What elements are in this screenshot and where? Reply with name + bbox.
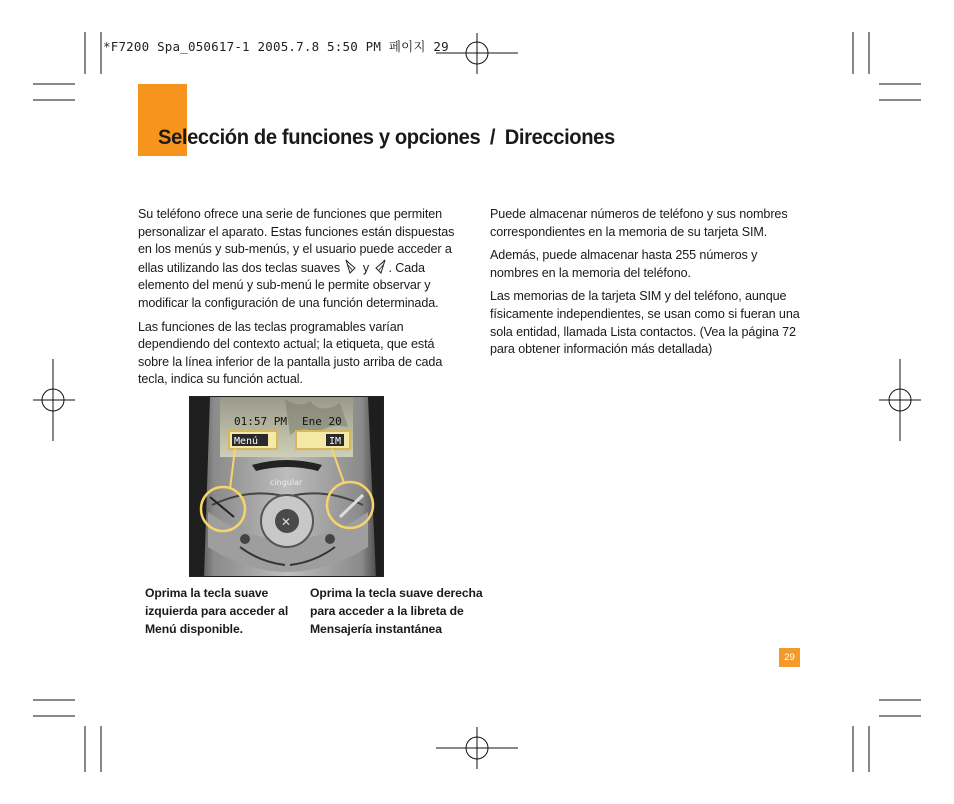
registration-mark-icon bbox=[436, 727, 518, 769]
right-paragraph-2: Además, puede almacenar hasta 255 números y nombres en la memoria del teléfono. bbox=[490, 248, 758, 280]
svg-text:✕: ✕ bbox=[281, 515, 292, 529]
left-column bbox=[138, 206, 456, 395]
soft-label-right: IM bbox=[329, 436, 342, 447]
caption-left-soft-key: Oprima la tecla suave izquierda para acceder al Menú disponible. bbox=[145, 586, 289, 636]
left-paragraph-2: Las funciones de las teclas programables varían dependiendo del contexto actual; la etiqueta, que está sobre la línea inferior de la pantalla justo arriba de cada tecla, indica su función actual. bbox=[138, 319, 443, 387]
left-paragraph-1: Su teléfono ofrece una serie de funciones que permiten personalizar el aparato. Estas funciones están dispuestas en los menús y sub-menús, y el usuario puede acceder a ellas utilizando las dos teclas suaves y . Cada elemento del menú y sub-menú le permite observar y modificar la configuración de una función determinada. bbox=[138, 207, 455, 310]
page-title bbox=[158, 126, 615, 150]
title-right: Direcciones bbox=[504, 126, 615, 149]
caption-right-soft-key: Oprima la tecla suave derecha para acceder a la libreta de Mensajería instantánea bbox=[310, 586, 483, 636]
soft-label-left: Menú bbox=[234, 436, 259, 447]
print-slug: *F7200 Spa_050617-1 2005.7.8 5:50 PM 페이지 29 bbox=[103, 39, 449, 54]
right-paragraph-1: Puede almacenar números de teléfono y sus nombres correspondientes en la memoria de su tarjeta SIM. bbox=[490, 207, 788, 239]
phone-illustration bbox=[190, 397, 384, 577]
page-number-badge: 29 bbox=[779, 648, 800, 667]
phone-date: Ene 20 bbox=[302, 415, 342, 428]
phone-brand: cingular bbox=[270, 478, 303, 487]
right-paragraph-3: Las memorias de la tarjeta SIM y del teléfono, aunque físicamente independientes, se usan como si fueran una sola entidad, llamada Lista contactos. (Vea la página 72 para obtener información más detallada) bbox=[490, 289, 800, 357]
title-left: Selección de funciones y opciones bbox=[158, 126, 481, 149]
registration-mark-icon bbox=[879, 359, 921, 441]
right-column bbox=[490, 206, 808, 365]
title-separator: / bbox=[489, 126, 496, 149]
left-soft-key-icon bbox=[344, 259, 358, 275]
phone-photo bbox=[189, 396, 384, 577]
registration-mark-icon bbox=[33, 359, 75, 441]
phone-time: 01:57 PM bbox=[234, 415, 287, 428]
right-soft-key-icon bbox=[373, 259, 387, 275]
